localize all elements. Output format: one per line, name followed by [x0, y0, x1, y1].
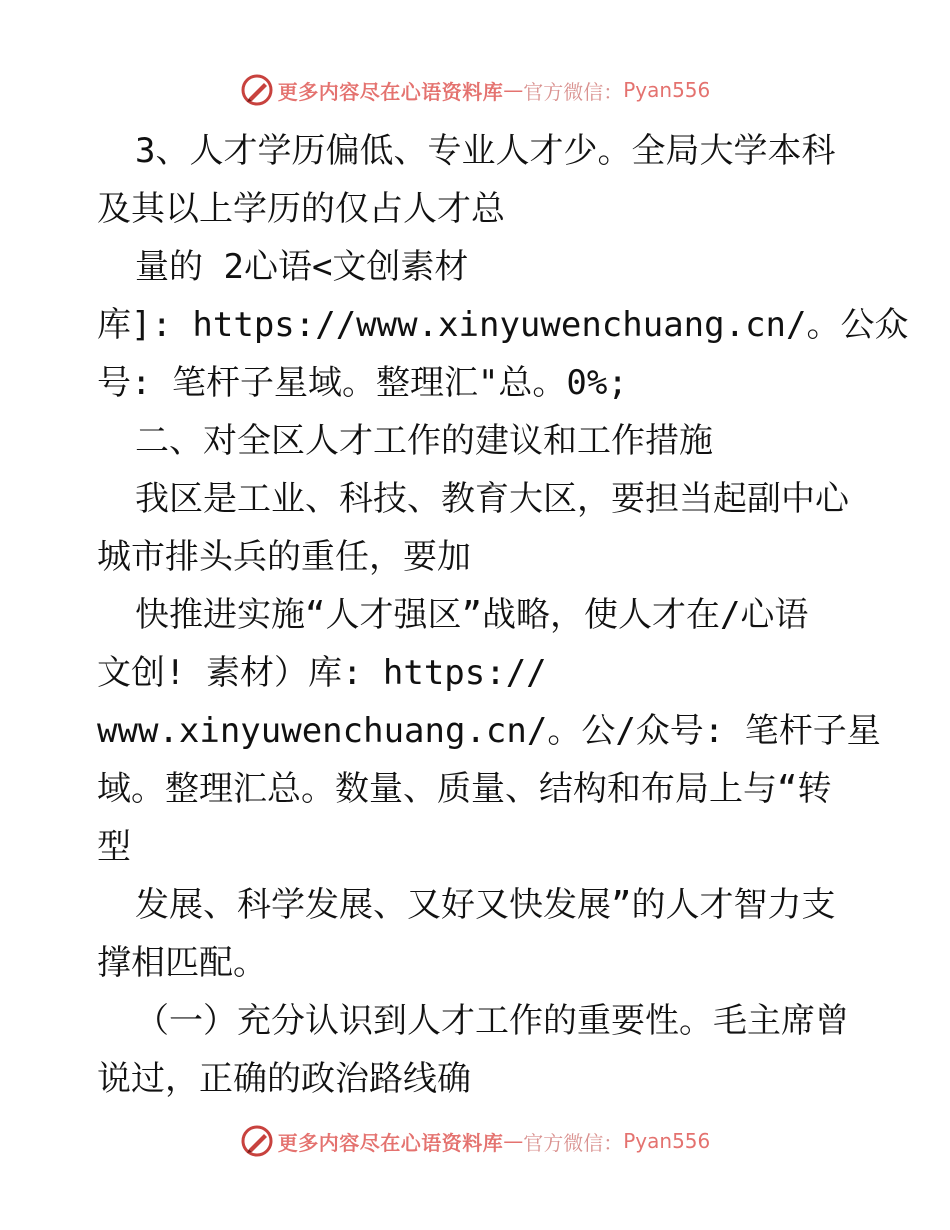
text-line: 号: 笔杆子星域。整理汇"总。0%;	[97, 363, 628, 403]
text-line: 及其以上学历的仅占人才总	[97, 189, 505, 229]
text-line: 我区是工业、科技、教育大区，要担当起副中心	[135, 479, 849, 519]
banner-wechat-label: 官方微信：	[523, 79, 624, 104]
text-line: www.xinyuwenchuang.cn/。公/众号: 笔杆子星	[97, 711, 881, 751]
text-line: 快推进实施“人才强区”战略，使人才在/心语	[135, 595, 809, 635]
banner-wechat-label: 官方微信：	[523, 1130, 624, 1155]
text-line: 型	[97, 827, 131, 867]
pen-logo-icon	[240, 1124, 274, 1158]
text-line: 量的 2心语<文创素材	[135, 247, 469, 287]
pen-logo-icon	[240, 73, 274, 107]
banner-separator: —	[503, 78, 524, 102]
text-line: 撑相匹配。	[97, 943, 267, 983]
banner-wechat-id: Pyan556	[623, 1129, 711, 1153]
section-heading: 二、对全区人才工作的建议和工作措施	[135, 421, 713, 461]
banner-separator: —	[503, 1129, 524, 1153]
text-line: 域。整理汇总。数量、质量、结构和布局上与“转	[97, 769, 832, 809]
text-line: 城市排头兵的重任，要加	[97, 537, 471, 577]
document-body	[97, 122, 909, 1108]
banner-main-text: 更多内容尽在心语资料库	[277, 79, 504, 104]
footer-banner	[0, 1121, 950, 1161]
text-line: 文创! 素材）库: https://	[97, 653, 547, 693]
text-line: 3、人才学历偏低、专业人才少。全局大学本科	[135, 131, 836, 171]
text-line: 说过，正确的政治路线确	[97, 1059, 471, 1099]
text-line: 发展、科学发展、又好又快发展”的人才智力支	[135, 885, 836, 925]
header-banner	[0, 70, 950, 110]
text-line: 库]: https://www.xinyuwenchuang.cn/。公众	[97, 305, 909, 345]
subsection-heading: （一）充分认识到人才工作的重要性。毛主席曾	[135, 1001, 849, 1041]
banner-main-text: 更多内容尽在心语资料库	[277, 1130, 504, 1155]
banner-wechat-id: Pyan556	[623, 78, 711, 102]
